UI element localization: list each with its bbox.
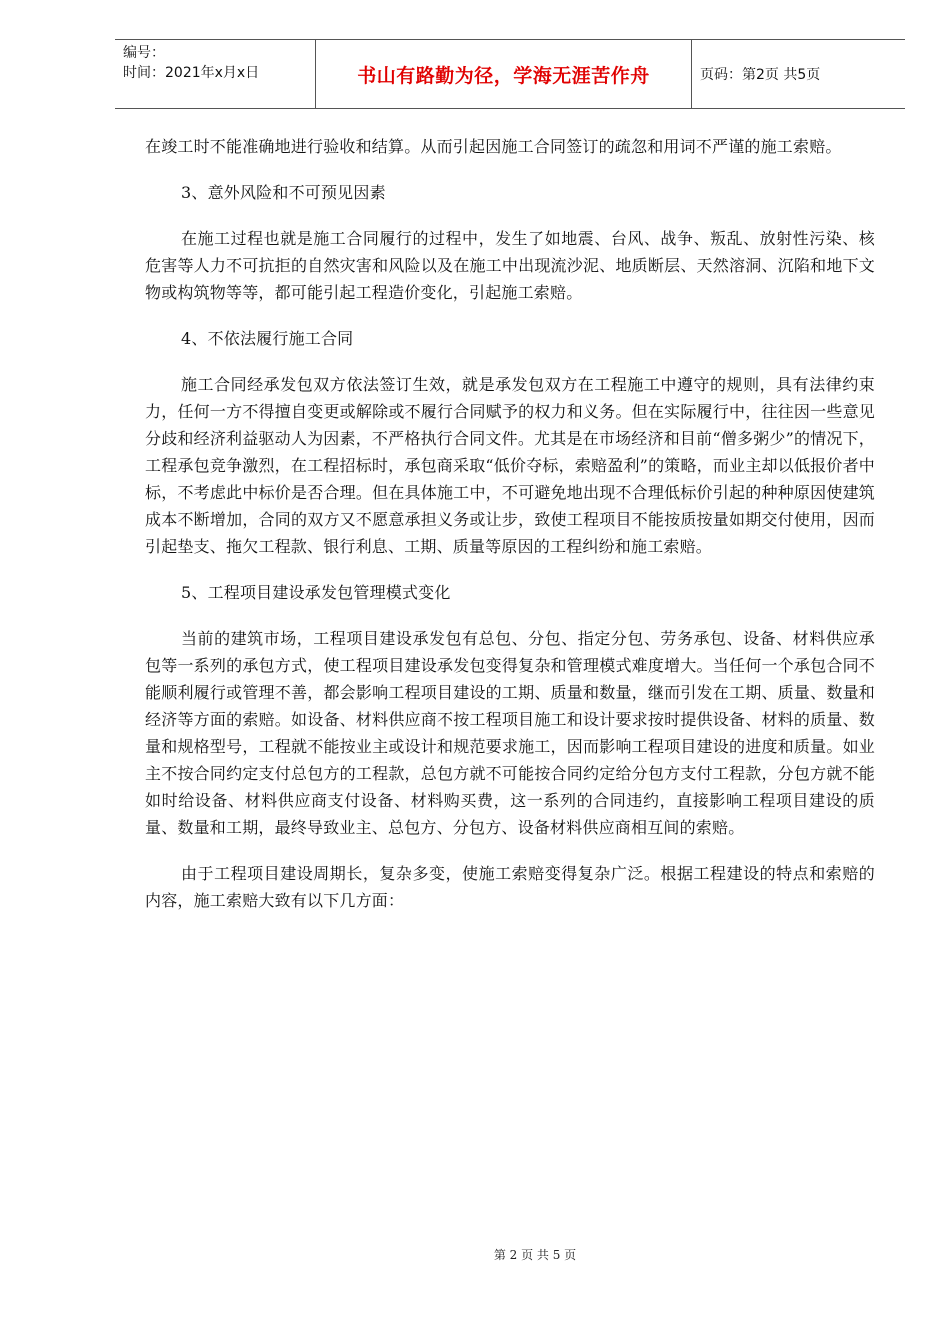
paragraph: 施工合同经承发包双方依法签订生效，就是承发包双方在工程施工中遵守的规则，具有法律约束力，任何一方不得擅自变更或解除或不履行合同赋予的权力和义务。但在实际履行中，往往因一些意见分歧和经济利益驱动人为因素，不严格执行合同文件。尤其是在市场经济和目前“僧多粥少”的情况下，工程承包竞争激烈，在工程招标时，承包商采取“低价夺标，索赔盈利”的策略，而业主却以低报价者中标，不考虑此中标价是否合理。但在具体施工中，不可避免地出现不合理低标价引起的种种原因使建筑成本不断增加，合同的双方又不愿意承担义务或让步，致使工程项目不能按质按量如期交付使用，因而引起垫支、拖欠工程款、银行利息、工期、质量等原因的工程纠纷和施工索赔。 <box>145 375 875 556</box>
time-label: 时间：2021年x月x日 <box>123 65 260 81</box>
section-heading-4: 4、不依法履行施工合同 <box>181 329 354 348</box>
document-body <box>145 133 875 914</box>
section-heading-3: 3、意外风险和不可预见因素 <box>181 183 386 202</box>
header-motto: 书山有路勤为径，学海无涯苦作舟 <box>315 40 692 108</box>
header-page-info: 页码：第2页 共5页 <box>700 67 821 83</box>
page-footer: 第 2 页 共 5 页 <box>493 1248 577 1262</box>
page-header <box>115 39 905 109</box>
paragraph: 在竣工时不能准确地进行验收和结算。从而引起因施工合同签订的疏忽和用词不严谨的施工索赔。 <box>145 137 842 156</box>
paragraph: 在施工过程也就是施工合同履行的过程中，发生了如地震、台风、战争、叛乱、放射性污染、核危害等人力不可抗拒的自然灾害和风险以及在施工中出现流沙泥、地质断层、天然溶洞、沉陷和地下文物或构筑物等等，都可能引起工程造价变化，引起施工索赔。 <box>145 229 875 302</box>
paragraph: 当前的建筑市场，工程项目建设承发包有总包、分包、指定分包、劳务承包、设备、材料供应承包等一系列的承包方式，使工程项目建设承发包变得复杂和管理模式难度增大。当任何一个承包合同不能顺利履行或管理不善，都会影响工程项目建设的工期、质量和数量，继而引发在工期、质量、数量和经济等方面的索赔。如设备、材料供应商不按工程项目施工和设计要求按时提供设备、材料的质量、数量和规格型号，工程就不能按业主或设计和规范要求施工，因而影响工程项目建设的进度和质量。如业主不按合同约定支付总包方的工程款，总包方就不可能按合同约定给分包方支付工程款，分包方就不能如时给设备、材料供应商支付设备、材料购买费，这一系列的合同违约，直接影响工程项目建设的质量、数量和工期，最终导致业主、总包方、分包方、设备材料供应商相互间的索赔。 <box>145 629 875 837</box>
header-meta <box>123 43 313 83</box>
section-heading-5: 5、工程项目建设承发包管理模式变化 <box>181 583 451 602</box>
paragraph: 由于工程项目建设周期长，复杂多变，使施工索赔变得复杂广泛。根据工程建设的特点和索赔的内容，施工索赔大致有以下几方面： <box>145 864 875 910</box>
serial-label: 编号： <box>123 45 165 61</box>
